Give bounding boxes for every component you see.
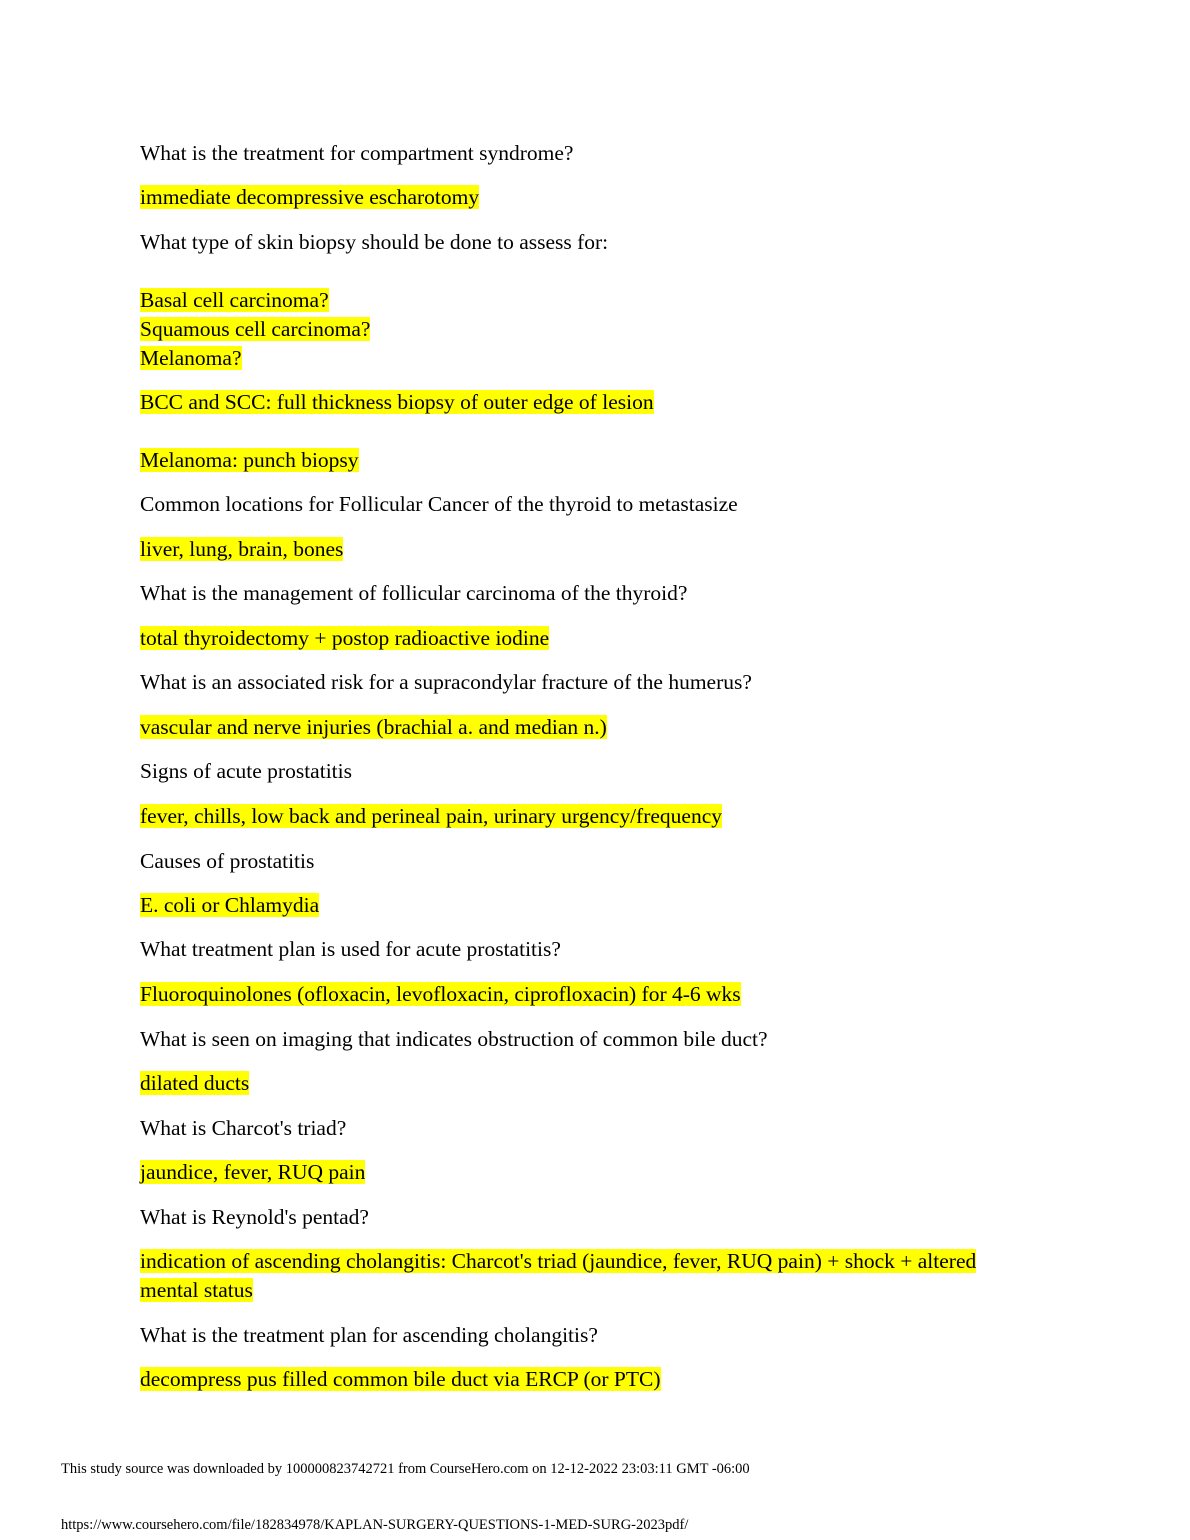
answer-highlight: decompress pus filled common bile duct via ERCP (or PTC) (140, 1367, 661, 1391)
answer-text (140, 624, 549, 654)
question-text: Signs of acute prostatitis (140, 759, 352, 783)
question-text: What is the treatment for compartment syndrome? (140, 141, 574, 165)
answer-text (140, 344, 242, 374)
answer-text (140, 183, 479, 213)
answer-highlight: Melanoma: punch biopsy (140, 448, 359, 472)
source-url[interactable]: https://www.coursehero.com/file/182834978/KAPLAN-SURGERY-QUESTIONS-1-MED-SURG-2023pdf/ (61, 1517, 689, 1533)
answer-text (140, 980, 741, 1010)
answer-text (140, 388, 654, 418)
answer-highlight: liver, lung, brain, bones (140, 537, 344, 561)
question-text: What is seen on imaging that indicates obstruction of common bile duct? (140, 1027, 768, 1051)
answer-text (140, 1247, 976, 1277)
question-text: What is the treatment plan for ascending cholangitis? (140, 1323, 598, 1347)
answer-text (140, 286, 329, 316)
answer-highlight: total thyroidectomy + postop radioactive iodine (140, 626, 550, 650)
answer-highlight: E. coli or Chlamydia (140, 893, 320, 917)
answer-highlight: immediate decompressive escharotomy (140, 185, 480, 209)
answer-text (140, 446, 359, 476)
answer-highlight: mental status (140, 1278, 253, 1302)
answer-text (140, 1365, 661, 1395)
question-text: What is an associated risk for a supracondylar fracture of the humerus? (140, 670, 752, 694)
answer-highlight: fever, chills, low back and perineal pain, urinary urgency/frequency (140, 804, 722, 828)
answer-text (140, 891, 319, 921)
question-text: What is Charcot's triad? (140, 1116, 347, 1140)
answer-text (140, 315, 370, 345)
answer-highlight: Melanoma? (140, 346, 242, 370)
answer-text (140, 713, 607, 743)
question-text: What treatment plan is used for acute prostatitis? (140, 937, 561, 961)
answer-highlight: Fluoroquinolones (ofloxacin, levofloxacin, ciprofloxacin) for 4-6 wks (140, 982, 741, 1006)
answer-text (140, 1069, 249, 1099)
question-text: What is the management of follicular carcinoma of the thyroid? (140, 581, 688, 605)
answer-text (140, 535, 343, 565)
answer-highlight: indication of ascending cholangitis: Charcot's triad (jaundice, fever, RUQ pain) + shock + altered (140, 1249, 977, 1273)
answer-highlight: jaundice, fever, RUQ pain (140, 1160, 366, 1184)
answer-highlight: vascular and nerve injuries (brachial a. and median n.) (140, 715, 607, 739)
answer-text (140, 802, 722, 832)
question-text: What type of skin biopsy should be done to assess for: (140, 230, 609, 254)
answer-highlight: dilated ducts (140, 1071, 250, 1095)
answer-text (140, 1158, 365, 1188)
question-text: Causes of prostatitis (140, 849, 315, 873)
question-text: What is Reynold's pentad? (140, 1205, 369, 1229)
question-text: Common locations for Follicular Cancer of the thyroid to metastasize (140, 492, 738, 516)
download-notice: This study source was downloaded by 100000823742721 from CourseHero.com on 12-12-2022 23:03:11 GMT -06:00 (61, 1461, 750, 1477)
answer-highlight: Squamous cell carcinoma? (140, 317, 371, 341)
answer-highlight: Basal cell carcinoma? (140, 288, 329, 312)
answer-text (140, 1276, 253, 1306)
answer-highlight: BCC and SCC: full thickness biopsy of outer edge of lesion (140, 390, 654, 414)
